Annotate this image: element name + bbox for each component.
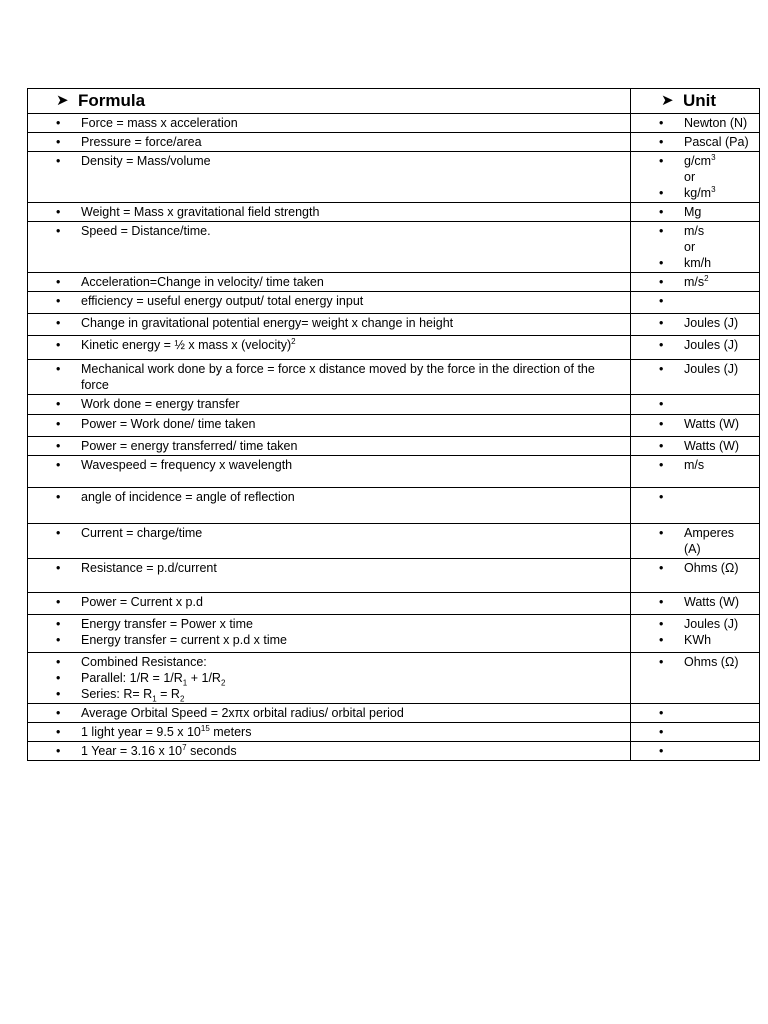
arrow-icon: ➤ <box>661 92 674 109</box>
formula-item: • Power = energy transferred/ time taken <box>28 438 626 454</box>
unit-item: • Mg <box>631 204 755 220</box>
unit-item: • Watts (W) <box>631 594 755 610</box>
formula-cell <box>28 292 631 314</box>
unit-list <box>631 457 755 473</box>
table-row <box>28 152 760 203</box>
unit-list <box>631 724 755 740</box>
unit-list <box>631 115 755 131</box>
unit-list <box>631 293 755 309</box>
formula-cell <box>28 653 631 704</box>
formula-item: • Density = Mass/volume <box>28 153 626 169</box>
unit-list <box>631 594 755 610</box>
unit-list <box>631 337 755 353</box>
unit-cell <box>631 456 760 488</box>
formula-cell <box>28 133 631 152</box>
formula-cell <box>28 456 631 488</box>
unit-cell <box>631 114 760 133</box>
formula-item: • Power = Work done/ time taken <box>28 416 626 432</box>
table-row <box>28 314 760 336</box>
unit-cell <box>631 360 760 395</box>
table-row <box>28 704 760 723</box>
formula-list <box>28 293 626 309</box>
unit-item: • Ohms (Ω) <box>631 654 755 670</box>
unit-list <box>631 153 755 201</box>
table-row <box>28 114 760 133</box>
unit-item: • Watts (W) <box>631 416 755 432</box>
formula-item: • Wavespeed = frequency x wavelength <box>28 457 626 473</box>
unit-list <box>631 654 755 670</box>
table-row <box>28 723 760 742</box>
unit-item <box>631 489 755 505</box>
table-row <box>28 593 760 615</box>
unit-cell <box>631 723 760 742</box>
unit-cell <box>631 488 760 524</box>
unit-list <box>631 705 755 721</box>
unit-item: • m/s <box>631 223 755 239</box>
unit-cell <box>631 222 760 273</box>
formula-cell <box>28 273 631 292</box>
formula-item: • Acceleration=Change in velocity/ time taken <box>28 274 626 290</box>
formula-item: • Average Orbital Speed = 2xπx orbital radius/ orbital period <box>28 705 626 721</box>
unit-cell <box>631 437 760 456</box>
formula-item: • Current = charge/time <box>28 525 626 541</box>
formula-item: • Weight = Mass x gravitational field strength <box>28 204 626 220</box>
formula-list <box>28 616 626 648</box>
formula-list <box>28 204 626 220</box>
header-row <box>28 89 760 114</box>
unit-item: or <box>684 240 696 254</box>
formula-list <box>28 223 626 239</box>
formula-list <box>28 416 626 432</box>
table-row <box>28 615 760 653</box>
unit-item: • KWh <box>631 632 755 648</box>
unit-list <box>631 315 755 331</box>
unit-cell <box>631 203 760 222</box>
formula-list <box>28 594 626 610</box>
unit-list <box>631 743 755 759</box>
formula-list <box>28 115 626 131</box>
unit-item: • $g/cm^3$ <box>631 153 755 169</box>
unit-item: • Joules (J) <box>631 337 755 353</box>
unit-item <box>631 396 755 412</box>
table-row <box>28 415 760 437</box>
unit-list <box>631 204 755 220</box>
formula-item: • Speed = Distance/time. <box>28 223 626 239</box>
formula-cell <box>28 559 631 593</box>
unit-cell <box>631 704 760 723</box>
unit-item: • Newton (N) <box>631 115 755 131</box>
unit-cell <box>631 395 760 415</box>
unit-item: • $m/s^2$ <box>631 274 755 290</box>
unit-list <box>631 396 755 412</box>
formula-list <box>28 134 626 150</box>
formula-list <box>28 525 626 541</box>
unit-list <box>631 525 755 557</box>
unit-item: (A) <box>684 542 701 556</box>
formula-list <box>28 724 626 740</box>
unit-cell <box>631 559 760 593</box>
formula-list <box>28 654 626 702</box>
formula-cell <box>28 314 631 336</box>
formula-list <box>28 560 626 576</box>
formula-item: • efficiency = useful energy output/ total energy input <box>28 293 626 309</box>
formula-list <box>28 457 626 473</box>
formula-item: • Work done = energy transfer <box>28 396 626 412</box>
unit-cell <box>631 742 760 761</box>
formula-header-label: Formula <box>78 91 146 110</box>
formula-cell <box>28 114 631 133</box>
formula-cell <box>28 593 631 615</box>
formula-cell <box>28 360 631 395</box>
unit-list <box>631 416 755 432</box>
formula-item: • Parallel: $1/R = 1/R_1 + 1/R_2$ <box>28 670 626 686</box>
formula-cell <box>28 152 631 203</box>
table-row <box>28 559 760 593</box>
formula-list <box>28 274 626 290</box>
unit-item: or <box>684 170 696 184</box>
table-row <box>28 524 760 559</box>
unit-list <box>631 274 755 290</box>
formula-item: • Series: $R= R_1 = R_2$ <box>28 686 626 702</box>
unit-item <box>631 293 755 309</box>
unit-cell <box>631 653 760 704</box>
unit-cell <box>631 524 760 559</box>
formula-list <box>28 315 626 331</box>
table-row <box>28 395 760 415</box>
unit-cell <box>631 152 760 203</box>
table-row <box>28 488 760 524</box>
formula-item: • Resistance = p.d/current <box>28 560 626 576</box>
table-row <box>28 203 760 222</box>
formula-cell <box>28 615 631 653</box>
table-row <box>28 222 760 273</box>
formula-item: • Energy transfer = current x p.d x time <box>28 632 626 648</box>
unit-item: • Ohms (Ω) <box>631 560 755 576</box>
table-row <box>28 336 760 360</box>
formula-cell <box>28 524 631 559</box>
table-row <box>28 360 760 395</box>
unit-cell <box>631 415 760 437</box>
unit-list <box>631 134 755 150</box>
unit-list <box>631 489 755 505</box>
unit-item: • Amperes <box>631 525 755 541</box>
formula-item: • 1 light year = 9.5 x $10^{15}$ meters <box>28 724 626 740</box>
unit-header <box>631 89 760 114</box>
table-row <box>28 742 760 761</box>
formula-item: • Pressure = force/area <box>28 134 626 150</box>
formula-item: • angle of incidence = angle of reflection <box>28 489 626 505</box>
formula-cell <box>28 222 631 273</box>
formula-table <box>27 88 760 761</box>
unit-cell <box>631 273 760 292</box>
table-row <box>28 273 760 292</box>
formula-list <box>28 489 626 505</box>
unit-cell <box>631 615 760 653</box>
unit-item: • Joules (J) <box>631 361 755 377</box>
formula-cell <box>28 704 631 723</box>
unit-item: • Joules (J) <box>631 315 755 331</box>
table-row <box>28 456 760 488</box>
unit-cell <box>631 593 760 615</box>
unit-item: • m/s <box>631 457 755 473</box>
unit-item: • Joules (J) <box>631 616 755 632</box>
formula-item: • Combined Resistance: <box>28 654 626 670</box>
unit-item <box>631 743 755 759</box>
formula-item: • Power = Current x p.d <box>28 594 626 610</box>
unit-cell <box>631 133 760 152</box>
formula-list <box>28 743 626 759</box>
unit-list <box>631 438 755 454</box>
formula-cell <box>28 488 631 524</box>
formula-cell <box>28 437 631 456</box>
table-row <box>28 133 760 152</box>
formula-item: • Kinetic energy = ½ x mass x (velocity)$^2$ <box>28 337 626 353</box>
formula-item: • Force = mass x acceleration <box>28 115 626 131</box>
table-row <box>28 292 760 314</box>
unit-item: • Watts (W) <box>631 438 755 454</box>
unit-list <box>631 361 755 377</box>
unit-item: • $kg/m^3$ <box>631 185 755 201</box>
unit-list <box>631 560 755 576</box>
formula-list <box>28 438 626 454</box>
formula-list <box>28 361 626 393</box>
formula-header <box>28 89 631 114</box>
formula-list <box>28 337 626 353</box>
formula-item: • Change in gravitational potential energy= weight x change in height <box>28 315 626 331</box>
unit-header-label: Unit <box>683 91 717 110</box>
table-row <box>28 653 760 704</box>
formula-item: • Energy transfer = Power x time <box>28 616 626 632</box>
unit-list <box>631 223 755 271</box>
arrow-icon: ➤ <box>56 92 69 109</box>
formula-cell <box>28 415 631 437</box>
formula-cell <box>28 395 631 415</box>
formula-cell <box>28 336 631 360</box>
formula-list <box>28 396 626 412</box>
formula-list <box>28 705 626 721</box>
formula-list <box>28 153 626 169</box>
unit-item: • km/h <box>631 255 755 271</box>
unit-item <box>631 705 755 721</box>
formula-cell <box>28 203 631 222</box>
formula-item: • 1 Year = 3.16 x $10^7$ seconds <box>28 743 626 759</box>
unit-item: • Pascal (Pa) <box>631 134 755 150</box>
formula-item: • Mechanical work done by a force = force x distance moved by the force in the direction of the force <box>28 361 626 393</box>
unit-list <box>631 616 755 648</box>
unit-cell <box>631 336 760 360</box>
unit-cell <box>631 314 760 336</box>
unit-cell <box>631 292 760 314</box>
unit-item <box>631 724 755 740</box>
formula-cell <box>28 742 631 761</box>
table-row <box>28 437 760 456</box>
formula-cell <box>28 723 631 742</box>
